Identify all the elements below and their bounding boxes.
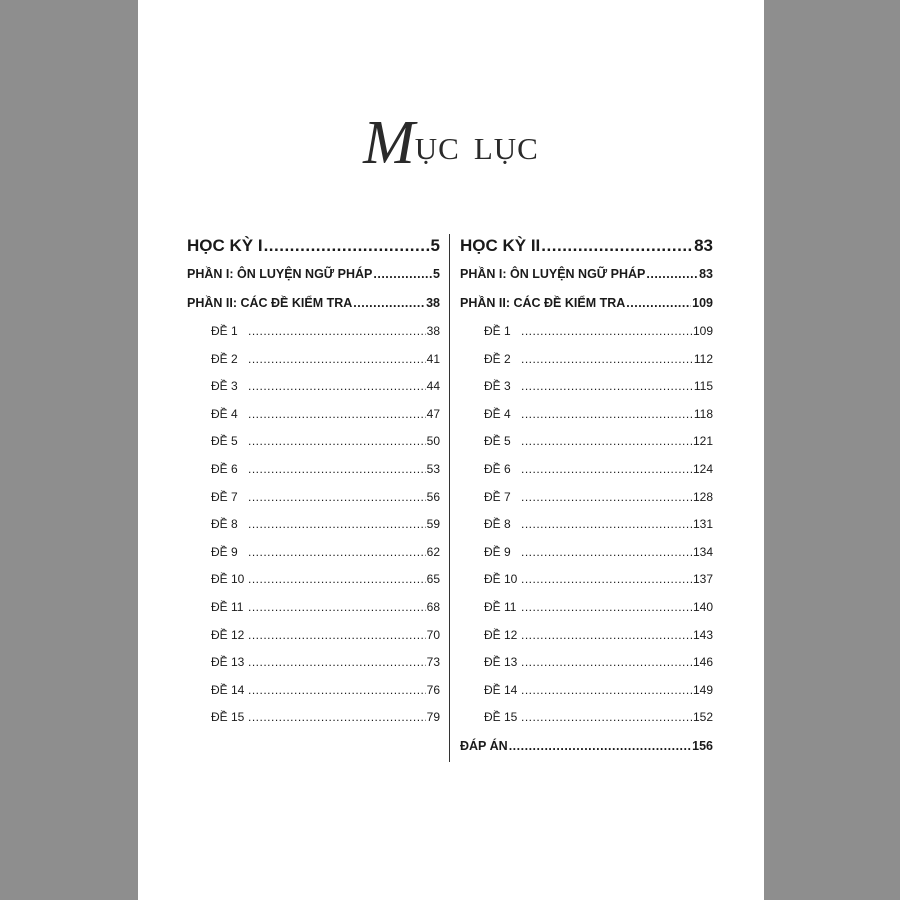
dot-leader xyxy=(521,456,692,484)
toc-entry-test[interactable]: ĐỀ 8 ..... 59 xyxy=(187,511,440,539)
dot-leader xyxy=(521,622,692,650)
toc-entry-test[interactable]: ĐỀ 14 ..... 76 xyxy=(187,677,440,705)
column-divider xyxy=(449,234,450,762)
toc-column-semester-2 xyxy=(460,232,713,761)
toc-column-semester-1 xyxy=(187,232,440,732)
dot-leader xyxy=(521,428,692,456)
toc-entry-test[interactable]: ĐỀ 10 ..... 137 xyxy=(460,566,713,594)
dot-leader xyxy=(248,566,426,594)
dot-leader xyxy=(521,373,693,401)
toc-entry-part[interactable]: PHẦN I: ÔN LUYỆN NGỮ PHÁP ..... 83 xyxy=(460,260,713,289)
title-word2: LỤC xyxy=(473,131,539,166)
dot-leader xyxy=(521,401,693,429)
toc-entry-test[interactable]: ĐỀ 7 ..... 128 xyxy=(460,484,713,512)
toc-entry-test[interactable]: ĐỀ 11 ..... 68 xyxy=(187,594,440,622)
toc-entry-semester[interactable]: HỌC KỲ II ..... 83 xyxy=(460,232,713,260)
toc-entry-test[interactable]: ĐỀ 2 ..... 41 xyxy=(187,346,440,374)
dot-leader xyxy=(521,511,692,539)
dot-leader xyxy=(521,594,692,622)
page-title xyxy=(138,108,764,179)
toc-entry-test[interactable]: ĐỀ 2 ..... 112 xyxy=(460,346,713,374)
dot-leader xyxy=(248,511,426,539)
toc-entry-test[interactable]: ĐỀ 6 ..... 53 xyxy=(187,456,440,484)
toc-entry-answers[interactable]: ĐÁP ÁN ..... 156 xyxy=(460,732,713,761)
dot-leader xyxy=(248,704,426,732)
toc-entry-test[interactable]: ĐỀ 15 ..... 79 xyxy=(187,704,440,732)
dot-leader xyxy=(521,677,692,705)
title-initial: M xyxy=(363,109,415,177)
dot-leader xyxy=(521,346,693,374)
toc-entry-test[interactable]: ĐỀ 12 ..... 143 xyxy=(460,622,713,650)
dot-leader xyxy=(373,260,432,289)
dot-leader xyxy=(264,232,430,260)
dot-leader xyxy=(248,373,426,401)
toc-entry-test[interactable]: ĐỀ 15 ..... 152 xyxy=(460,704,713,732)
dot-leader xyxy=(248,456,426,484)
toc-entry-test[interactable]: ĐỀ 4 ..... 47 xyxy=(187,401,440,429)
dot-leader xyxy=(509,732,691,761)
toc-entry-test[interactable]: ĐỀ 1 ..... 38 xyxy=(187,318,440,346)
toc-entry-test[interactable]: ĐỀ 14 ..... 149 xyxy=(460,677,713,705)
dot-leader xyxy=(248,594,426,622)
dot-leader xyxy=(353,289,425,318)
toc-entry-part[interactable]: PHẦN II: CÁC ĐỀ KIỂM TRA ..... 109 xyxy=(460,289,713,318)
dot-leader xyxy=(248,677,426,705)
dot-leader xyxy=(521,704,692,732)
toc-entry-test[interactable]: ĐỀ 4 ..... 118 xyxy=(460,401,713,429)
dot-leader xyxy=(248,622,426,650)
toc-entry-test[interactable]: ĐỀ 9 ..... 62 xyxy=(187,539,440,567)
toc-entry-test[interactable]: ĐỀ 3 ..... 115 xyxy=(460,373,713,401)
toc-entry-test[interactable]: ĐỀ 1 ..... 109 xyxy=(460,318,713,346)
dot-leader xyxy=(248,318,426,346)
toc-entry-test[interactable]: ĐỀ 5 ..... 50 xyxy=(187,428,440,456)
toc-entry-test[interactable]: ĐỀ 12 ..... 70 xyxy=(187,622,440,650)
dot-leader xyxy=(248,649,426,677)
dot-leader xyxy=(626,289,691,318)
toc-entry-part[interactable]: PHẦN II: CÁC ĐỀ KIỂM TRA ..... 38 xyxy=(187,289,440,318)
toc-entry-test[interactable]: ĐỀ 13 ..... 73 xyxy=(187,649,440,677)
dot-leader xyxy=(521,484,692,512)
dot-leader xyxy=(521,566,692,594)
toc-entry-test[interactable]: ĐỀ 10 ..... 65 xyxy=(187,566,440,594)
dot-leader xyxy=(521,649,692,677)
toc-entry-test[interactable]: ĐỀ 13 ..... 146 xyxy=(460,649,713,677)
toc-entry-test[interactable]: ĐỀ 5 ..... 121 xyxy=(460,428,713,456)
dot-leader xyxy=(521,539,692,567)
toc-entry-semester[interactable]: HỌC KỲ I ..... 5 xyxy=(187,232,440,260)
title-word1-rest: ỤC xyxy=(414,131,460,166)
dot-leader xyxy=(521,318,692,346)
toc-entry-test[interactable]: ĐỀ 9 ..... 134 xyxy=(460,539,713,567)
toc-test-list xyxy=(460,318,713,732)
dot-leader xyxy=(646,260,698,289)
toc-entry-test[interactable]: ĐỀ 11 ..... 140 xyxy=(460,594,713,622)
dot-leader xyxy=(248,346,426,374)
dot-leader xyxy=(248,484,426,512)
document-page xyxy=(138,0,764,900)
toc-entry-test[interactable]: ĐỀ 6 ..... 124 xyxy=(460,456,713,484)
toc-test-list xyxy=(187,318,440,732)
toc-entry-part[interactable]: PHẦN I: ÔN LUYỆN NGỮ PHÁP ..... 5 xyxy=(187,260,440,289)
dot-leader xyxy=(541,232,693,260)
dot-leader xyxy=(248,401,426,429)
toc-entry-test[interactable]: ĐỀ 3 ..... 44 xyxy=(187,373,440,401)
toc-entry-test[interactable]: ĐỀ 8 ..... 131 xyxy=(460,511,713,539)
dot-leader xyxy=(248,428,426,456)
dot-leader xyxy=(248,539,426,567)
toc-entry-test[interactable]: ĐỀ 7 ..... 56 xyxy=(187,484,440,512)
